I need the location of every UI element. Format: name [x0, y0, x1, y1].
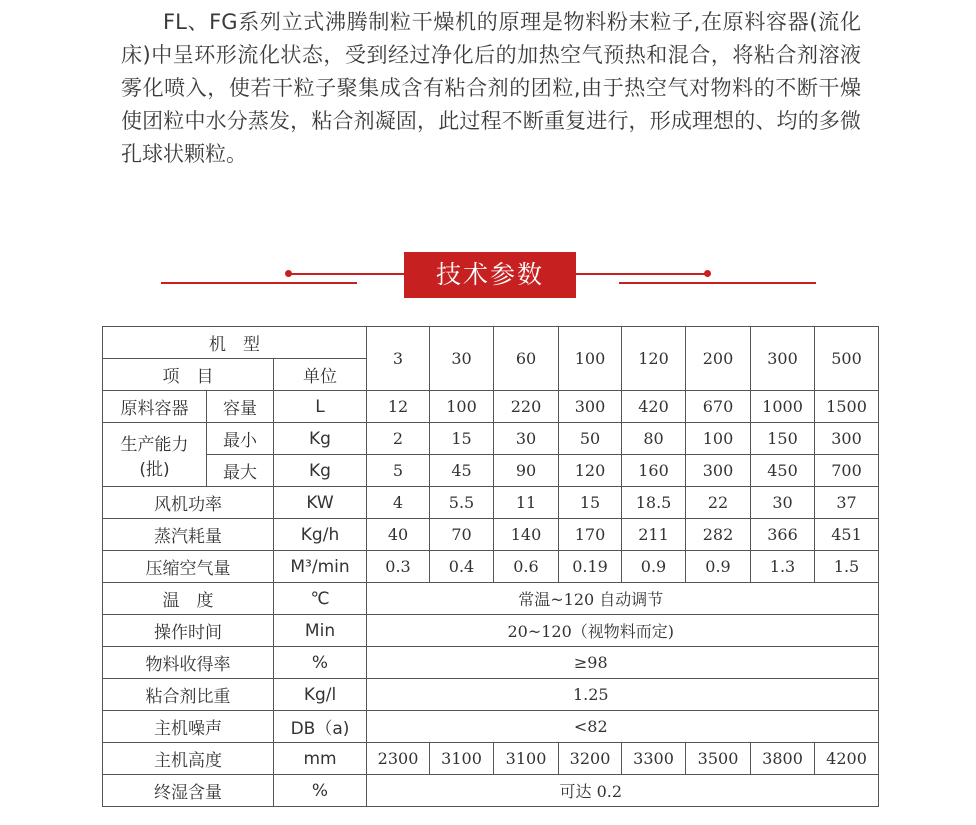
merged-cell: 20~120（视物料而定) — [367, 615, 815, 647]
table-cell: 300 — [686, 455, 751, 487]
merged-cell: 1.25 — [367, 679, 815, 711]
row-unit: mm — [274, 743, 367, 775]
row-unit: Kg — [274, 455, 367, 487]
table-row — [103, 743, 879, 775]
table-cell: 0.19 — [559, 551, 622, 583]
table-cell: 450 — [751, 455, 815, 487]
row-sublabel: 最大 — [207, 455, 274, 487]
table-cell: 37 — [815, 487, 879, 519]
right-rule-lower — [619, 282, 816, 284]
table-cell: 420 — [622, 391, 686, 423]
empty-cell — [815, 647, 879, 679]
table-cell: 140 — [494, 519, 559, 551]
production-label-line1: 生产能力 — [120, 434, 189, 455]
header-item: 项 目 — [103, 359, 274, 391]
table-cell: 366 — [751, 519, 815, 551]
production-label-line2: (批) — [139, 459, 170, 480]
table-cell: 100 — [430, 391, 494, 423]
row-unit: Kg — [274, 423, 367, 455]
left-rule-dot — [285, 270, 292, 277]
table-row — [103, 775, 879, 807]
table-cell: 1.3 — [751, 551, 815, 583]
row-sublabel: 容量 — [207, 391, 274, 423]
row-unit: L — [274, 391, 367, 423]
right-rule-dot — [704, 270, 711, 277]
model-cell: 3 — [367, 327, 430, 391]
table-cell: 282 — [686, 519, 751, 551]
section-title: 技术参数 — [404, 252, 576, 298]
table-cell: 0.9 — [686, 551, 751, 583]
table-cell: 4 — [367, 487, 430, 519]
row-label: 原料容器 — [103, 391, 207, 423]
empty-cell — [815, 711, 879, 743]
table-cell: 70 — [430, 519, 494, 551]
table-cell: 220 — [494, 391, 559, 423]
row-unit: M³/min — [274, 551, 367, 583]
table-cell: 1000 — [751, 391, 815, 423]
row-unit: % — [274, 647, 367, 679]
table-cell: 5 — [367, 455, 430, 487]
table-cell: 670 — [686, 391, 751, 423]
left-rule-upper — [287, 273, 404, 275]
table-cell: 12 — [367, 391, 430, 423]
row-label: 风机功率 — [103, 487, 274, 519]
intro-text: FL、FG系列立式沸腾制粒干燥机的原理是物料粉末粒子,在原料容器(流化床)中呈环形流化状态，受到经过净化后的加热空气预热和混合，将粘合剂溶液雾化喷入，使若干粒子聚集成含有粘合剂的团粒,由于热空气对物料的不断干燥使团粒中水分蒸发，粘合剂凝固，此过程不断重复进行，形成理想的、均的多微孔球状颗粒。 — [121, 10, 861, 166]
merged-cell: <82 — [367, 711, 815, 743]
row-label: 蒸汽耗量 — [103, 519, 274, 551]
row-sublabel: 最小 — [207, 423, 274, 455]
table-cell: 3800 — [751, 743, 815, 775]
table-cell: 3100 — [494, 743, 559, 775]
table-row — [103, 455, 879, 487]
table-row — [103, 647, 879, 679]
table-cell: 3500 — [686, 743, 751, 775]
empty-cell — [815, 775, 879, 807]
table-cell: 4200 — [815, 743, 879, 775]
empty-cell — [815, 615, 879, 647]
model-cell: 300 — [751, 327, 815, 391]
row-unit: Kg/h — [274, 519, 367, 551]
table-cell: 22 — [686, 487, 751, 519]
table-cell: 3300 — [622, 743, 686, 775]
row-unit: ℃ — [274, 583, 367, 615]
model-cell: 60 — [494, 327, 559, 391]
row-label — [103, 423, 207, 487]
table-cell: 300 — [815, 423, 879, 455]
table-cell: 0.6 — [494, 551, 559, 583]
table-cell: 40 — [367, 519, 430, 551]
spec-table — [102, 326, 879, 807]
model-cell: 100 — [559, 327, 622, 391]
table-cell: 100 — [686, 423, 751, 455]
table-cell: 50 — [559, 423, 622, 455]
table-row — [103, 615, 879, 647]
table-row — [103, 519, 879, 551]
table-cell: 120 — [559, 455, 622, 487]
table-cell: 451 — [815, 519, 879, 551]
table-cell: 45 — [430, 455, 494, 487]
table-row — [103, 391, 879, 423]
intro-paragraph — [121, 6, 861, 171]
model-cell: 120 — [622, 327, 686, 391]
table-cell: 2 — [367, 423, 430, 455]
row-label: 主机噪声 — [103, 711, 274, 743]
table-cell: 1500 — [815, 391, 879, 423]
table-row — [103, 679, 879, 711]
row-label: 主机高度 — [103, 743, 274, 775]
table-row — [103, 487, 879, 519]
table-cell: 11 — [494, 487, 559, 519]
table-cell: 3100 — [430, 743, 494, 775]
table-cell: 150 — [751, 423, 815, 455]
row-unit: Kg/l — [274, 679, 367, 711]
table-row — [103, 551, 879, 583]
table-cell: 30 — [494, 423, 559, 455]
table-cell: 700 — [815, 455, 879, 487]
table-row — [103, 711, 879, 743]
row-unit: % — [274, 775, 367, 807]
row-label: 压缩空气量 — [103, 551, 274, 583]
table-cell: 0.3 — [367, 551, 430, 583]
merged-cell: 常温~120 自动调节 — [367, 583, 815, 615]
row-label: 温 度 — [103, 583, 274, 615]
table-cell: 2300 — [367, 743, 430, 775]
header-unit: 单位 — [274, 359, 367, 391]
table-cell: 0.4 — [430, 551, 494, 583]
row-unit: Min — [274, 615, 367, 647]
right-rule-upper — [576, 273, 709, 275]
row-label: 粘合剂比重 — [103, 679, 274, 711]
model-cell: 200 — [686, 327, 751, 391]
table-cell: 30 — [751, 487, 815, 519]
section-header — [0, 248, 976, 303]
table-cell: 211 — [622, 519, 686, 551]
table-cell: 18.5 — [622, 487, 686, 519]
header-model: 机 型 — [103, 327, 367, 359]
table-row — [103, 423, 879, 455]
row-label: 物料收得率 — [103, 647, 274, 679]
table-cell: 80 — [622, 423, 686, 455]
table-cell: 170 — [559, 519, 622, 551]
row-label: 操作时间 — [103, 615, 274, 647]
empty-cell — [815, 583, 879, 615]
table-cell: 160 — [622, 455, 686, 487]
merged-cell: ≥98 — [367, 647, 815, 679]
table-cell: 5.5 — [430, 487, 494, 519]
row-unit: KW — [274, 487, 367, 519]
table-cell: 15 — [430, 423, 494, 455]
table-cell: 3200 — [559, 743, 622, 775]
table-header-row — [103, 327, 879, 359]
table-cell: 300 — [559, 391, 622, 423]
model-cell: 30 — [430, 327, 494, 391]
row-label: 终湿含量 — [103, 775, 274, 807]
row-unit: DB（a) — [274, 711, 367, 743]
merged-cell: 可达 0.2 — [367, 775, 815, 807]
left-rule-lower — [161, 282, 357, 284]
table-cell: 90 — [494, 455, 559, 487]
table-row — [103, 583, 879, 615]
table-cell: 0.9 — [622, 551, 686, 583]
empty-cell — [815, 679, 879, 711]
model-cell: 500 — [815, 327, 879, 391]
table-cell: 1.5 — [815, 551, 879, 583]
table-cell: 15 — [559, 487, 622, 519]
